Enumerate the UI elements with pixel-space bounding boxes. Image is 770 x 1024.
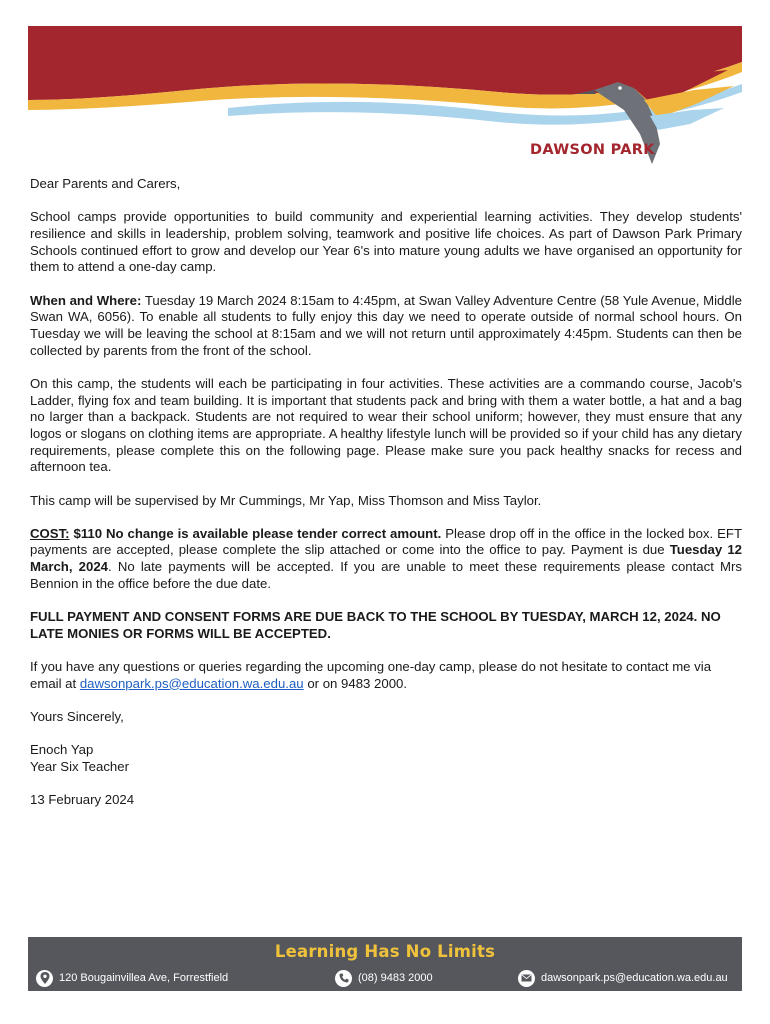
cost-paragraph: [30, 526, 742, 593]
payment-due-date: Tuesday 12 March, 2024: [30, 542, 742, 575]
footer-email: [518, 970, 728, 987]
cost-label: COST:: [30, 525, 70, 541]
footer-bar: [28, 937, 742, 991]
deadline-notice: FULL PAYMENT AND CONSENT FORMS ARE DUE BACK TO THE SCHOOL BY TUESDAY, MARCH 12, 2024. NO LATE MONIES OR FORMS WILL BE ACCEPTED.: [30, 609, 721, 641]
footer-address: [36, 970, 228, 987]
envelope-icon: [518, 970, 535, 987]
cost-text-1: Please drop off in the office in the locked box. EFT payments are accepted, please complete the slip attached or come into the office to pay. Payment is due: [30, 525, 743, 558]
contact-email-link[interactable]: dawsonpark.ps@education.wa.edu.au: [79, 675, 304, 691]
letter-date: 13 February 2024: [30, 791, 135, 807]
footer-address-text: 120 Bougainvillea Ave, Forrestfield: [59, 972, 229, 984]
cost-amount: $110 No change is available please tender correct amount.: [69, 525, 442, 541]
location-pin-icon: [36, 970, 53, 987]
signer-name: Enoch Yap: [30, 742, 94, 758]
contact-paragraph: [30, 659, 742, 692]
intro-paragraph: School camps provide opportunities to build community and experiential learning activities. They develop students' resilience and skills in leadership, problem solving, teamwork and positive life choices. As part of Dawson Park Primary Schools continued effort to grow and develop our Year 6's into mature young adults we have organised an opportunity for them to attend a one-day camp.: [30, 209, 742, 275]
footer-email-text: dawsonpark.ps@education.wa.edu.au: [541, 972, 728, 984]
supervision-paragraph: This camp will be supervised by Mr Cummings, Mr Yap, Miss Thomson and Miss Taylor.: [30, 492, 542, 508]
letterhead: [28, 26, 742, 176]
when-where-label: When and Where:: [30, 292, 142, 308]
cost-text-2: . No late payments will be accepted. If you are unable to meet these requirements please contact Mrs Bennion in the office before the due date.: [30, 559, 742, 591]
slogan: Learning Has No Limits: [274, 941, 496, 961]
when-where-paragraph: [30, 293, 742, 360]
footer-phone-text: (08) 9483 2000: [358, 972, 433, 984]
footer-phone: [335, 970, 433, 987]
footer-slogan-row: [28, 937, 742, 965]
activities-paragraph: On this camp, the students will each be participating in four activities. These activities are a commando course, Jacob's Ladder, flying fox and team building. It is important that students pack and bring with them a water bottle, a hat and a bag no larger than a backpack. Students are not required to wear their school uniform; however, they must ensure that any logos or slogans on clothing items are appropriate. A healthy lifestyle lunch will be provided so if your child has any dietary requirements, please complete this on the following page. Please make sure you pack healthy snacks for recess and afternoon tea.: [30, 375, 742, 475]
phone-icon: [335, 970, 352, 987]
contact-text-2: or on 9483 2000.: [303, 675, 408, 691]
when-where-text: Tuesday 19 March 2024 8:15am to 4:45pm, at Swan Valley Adventure Centre (58 Yule Avenue, Middle Swan WA, 6056). To enable all students to fully enjoy this day we need to operate outside of normal school hours. On Tuesday we will be leaving the school at 8:15am and we will not return until approximately 4:45pm. Students can then be collected by parents from the front of the school.: [30, 292, 742, 358]
footer-contact-row: [28, 967, 742, 989]
letter-body: [30, 176, 742, 825]
signature-block: [30, 742, 742, 775]
contact-text-1: If you have any questions or queries regarding the upcoming one-day camp, please do not hesitate to contact me via email at: [30, 658, 712, 691]
greeting: Dear Parents and Carers,: [30, 176, 181, 191]
closing: Yours Sincerely,: [30, 708, 124, 724]
school-name: DAWSON PARK: [530, 142, 655, 158]
signer-title: Year Six Teacher: [30, 758, 129, 774]
